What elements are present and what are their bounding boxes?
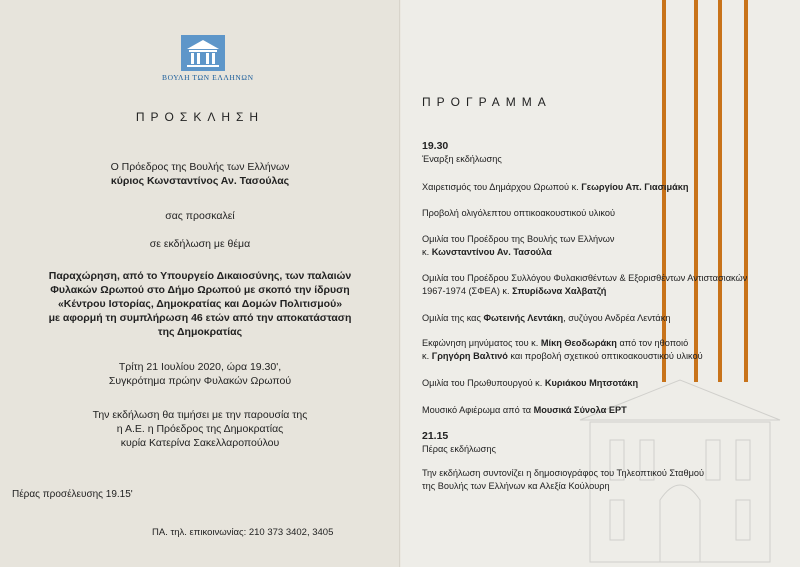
theme-line: με αφορμή τη συμπλήρωση 46 ετών από την αποκατάσταση	[48, 312, 352, 324]
end-label: Πέρας εκδήλωσης	[422, 444, 496, 454]
host-name: κύριος Κωνσταντίνος Αν. Τασούλας	[110, 175, 290, 187]
fold-line	[399, 0, 401, 567]
invitation-title: ΠΡΟΣΚΛΗΣΗ	[135, 110, 265, 124]
program-item: Ομιλία του Προέδρου της Βουλής των Ελλήνων κ. Κωνσταντίνου Αν. Τασούλα	[422, 234, 615, 257]
program-item: Εκφώνηση μηνύματος του κ. Μίκη Θεοδωράκη από τον ηθοποιό κ. Γρηγόρη Βαλτινό και προβολή σχετικού οπτικοακουστικού υλικού	[422, 338, 703, 361]
contact-info: ΠΑ. τηλ. επικοινωνίας: 210 373 3402, 3405	[152, 527, 334, 538]
building-sketch	[560, 360, 800, 567]
parliament-logo	[162, 35, 254, 82]
event-venue: Συγκρότημα πρώην Φυλακών Ωρωπού	[108, 375, 292, 387]
coordinator-line2: της Βουλής των Ελλήνων κα Αλεξία Κούλουρη	[422, 481, 610, 491]
parliament-building-icon	[181, 35, 225, 71]
decor-stripe	[744, 0, 748, 382]
program-item: Ομιλία της κας Φωτεινής Λεντάκη, συζύγου Ανδρέα Λεντάκη	[422, 313, 671, 323]
program-item: Ομιλία του Προέδρου Συλλόγου Φυλακισθέντων & Εξορισθέντων Αντιστασιακών 1967-1974 (ΣΦΕΑ) κ. Σπυρίδωνα Χαλβατζή	[422, 273, 748, 296]
logo-text: ΒΟΥΛΗ ΤΩΝ ΕΛΛΗΝΩΝ	[162, 73, 254, 82]
program-item: Ομιλία του Πρωθυπουργού κ. Κυριάκου Μητσοτάκη	[422, 378, 639, 388]
start-label: Έναρξη εκδήλωσης	[422, 154, 502, 164]
decor-stripe	[718, 0, 722, 382]
program-item: Χαιρετισμός του Δημάρχου Ωρωπού κ. Γεωργίου Απ. Γιασιμάκη	[422, 182, 689, 192]
start-time: 19.30	[422, 140, 449, 152]
honor-line1: Την εκδήλωση θα τιμήσει με την παρουσία της	[92, 409, 308, 421]
program-item: Μουσικό Αφιέρωμα από τα Μουσικά Σύνολα ΕΡΤ	[422, 405, 627, 415]
event-intro: σε εκδήλωση με θέμα	[149, 238, 251, 250]
host-line1: Ο Πρόεδρος της Βουλής των Ελλήνων	[110, 161, 290, 173]
end-time: 21.15	[422, 430, 449, 442]
program-item: Προβολή ολιγόλεπτου οπτικοακουστικού υλικού	[422, 208, 616, 218]
theme-line: «Κέντρου Ιστορίας, Δημοκρατίας και Δομών Πολιτισμού»	[57, 298, 343, 310]
theme-line: της Δημοκρατίας	[157, 326, 243, 338]
coordinator-line1: Την εκδήλωση συντονίζει η δημοσιογράφος του Τηλεοπτικού Σταθμού	[422, 468, 705, 478]
theme-line: Φυλακών Ωρωπού στο Δήμο Ωρωπού με σκοπό την ίδρυση	[50, 284, 350, 296]
arrival-note: Πέρας προσέλευσης 19.15'	[12, 489, 133, 500]
program-title: ΠΡΟΓΡΑΜΜΑ	[422, 95, 552, 109]
invites-text: σας προσκαλεί	[165, 210, 235, 222]
honor-line3: κυρία Κατερίνα Σακελλαροπούλου	[120, 437, 280, 449]
honor-line2: η Α.Ε. η Πρόεδρος της Δημοκρατίας	[116, 423, 284, 435]
event-datetime: Τρίτη 21 Ιουλίου 2020, ώρα 19.30',	[118, 361, 282, 373]
decor-stripe	[694, 0, 698, 382]
theme-line: Παραχώρηση, από το Υπουργείο Δικαιοσύνης, των παλαιών	[48, 270, 352, 282]
event-theme	[20, 269, 380, 339]
